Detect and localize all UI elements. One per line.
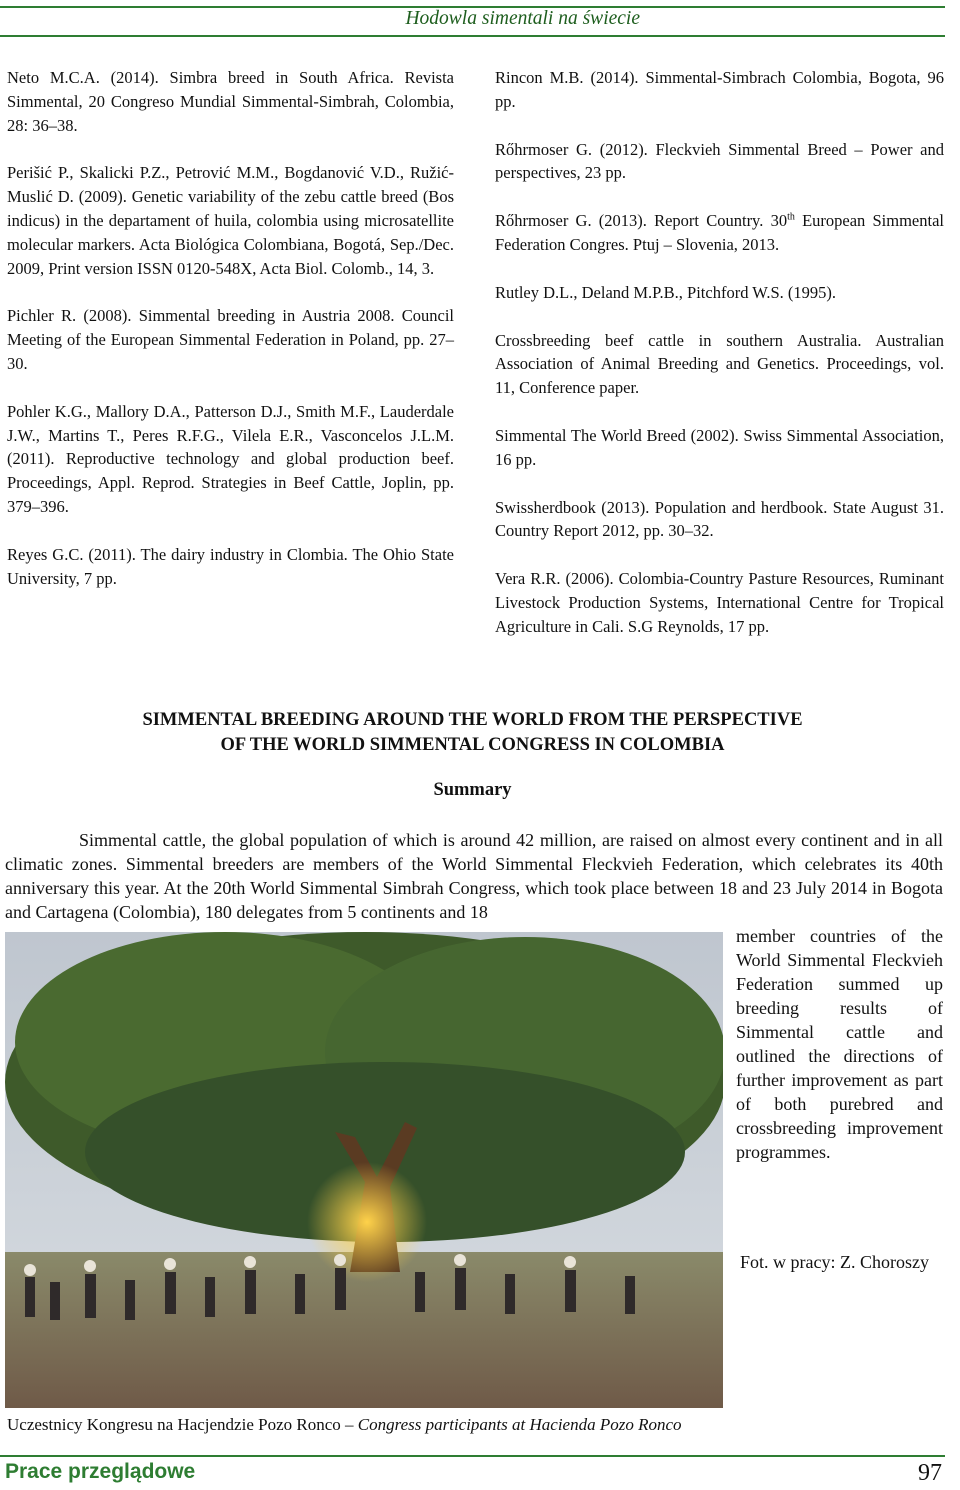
photo-caption [7, 1415, 682, 1435]
caption-polish: Uczestnicy Kongresu na Hacjendzie Pozo Ronco – [7, 1415, 358, 1434]
reference-item: Pichler R. (2008). Simmental breeding in Austria 2008. Council Meeting of the European Simmental Federation in Poland, pp. 27–30. [7, 306, 454, 373]
photo-credit: Fot. w pracy: Z. Choroszy [740, 1252, 929, 1272]
summary-paragraph: Simmental cattle, the global population of which is around 42 million, are raised on almost every continent and in all climatic zones. Simmental breeders are members of the World Simmental Fleckvieh Federation, which celebrates its 40th anniversary this year. At the 20th World Simmental Simbrah Congress, which took place between 18 and 23 July 2014 in Bogota and Cartagena (Colombia), 180 delegates from 5 continents and 18 [5, 830, 943, 922]
footer-rule [0, 1455, 945, 1457]
reference-item: Swissherdbook (2013). Population and herdbook. State August 31. Country Report 2012, pp. 30–32. [495, 497, 944, 541]
summary-title [0, 708, 945, 758]
superscript: th [787, 211, 795, 223]
reference-item: Neto M.C.A. (2014). Simbra breed in South Africa. Revista Simmental, 20 Congreso Mundial Simmental-Simbrah, Colombia, 28: 36–38. [7, 68, 454, 135]
reference-text: European Simmental Federation Congres. Ptuj – Slovenia, 2013. [495, 211, 944, 254]
congress-photo [5, 932, 723, 1408]
summary-title-line: OF THE WORLD SIMMENTAL CONGRESS IN COLOMBIA [220, 735, 725, 755]
reference-item: Vera R.R. (2006). Colombia-Country Pasture Resources, Ruminant Livestock Production Systems, International Centre for Tropical Agriculture in Cali. S.G Reynolds, 17 pp. [495, 569, 944, 636]
reference-item: Reyes G.C. (2011). The dairy industry in Clombia. The Ohio State University, 7 pp. [7, 544, 454, 588]
reference-item: Crossbreeding beef cattle in southern Australia. Australian Association of Animal Breeding and Genetics. Proceedings, vol. 11, Conference paper. [495, 330, 944, 398]
reference-text: Rőhrmoser G. (2013). Report Country. 30 [495, 211, 788, 231]
reference-item: Pohler K.G., Mallory D.A., Patterson D.J., Smith M.F., Lauderdale J.W., Martins T., Peres R.F.G., Vilela E.R., Vasconcelos J.L.M. (2011). Reproductive technology and global production beef. Proceedings, Appl. Reprod. Strategies in Beef Cattle, Joplin, pp. 379–396. [7, 401, 454, 516]
summary-title-line: SIMMENTAL BREEDING AROUND THE WORLD FROM THE PERSPECTIVE [142, 710, 803, 730]
references-right-column [495, 66, 944, 663]
page-number: 97 [918, 1460, 942, 1486]
reference-item: Simmental The World Breed (2002). Swiss Simmental Association, 16 pp. [495, 425, 944, 469]
summary-paragraph-continued: member countries of the World Simmental Fleckvieh Federation summed up breeding results of Simmental cattle and outlined the directions of further improvement as part of both purebred and crossbreeding improvement programmes. [736, 926, 943, 1162]
reference-item: Rutley D.L., Deland M.P.B., Pitchford W.S. (1995). [495, 282, 836, 302]
section-label: Prace przeglądowe [5, 1460, 196, 1483]
summary-heading: Summary [433, 780, 512, 800]
caption-english: Congress participants at Hacienda Pozo Ronco [357, 1415, 682, 1434]
references-left-column [7, 66, 454, 614]
reference-item [495, 209, 944, 257]
reference-item: Rőhrmoser G. (2012). Fleckvieh Simmental Breed – Power and perspectives, 23 pp. [495, 139, 944, 183]
reference-item: Perišić P., Skalicki P.Z., Petrović M.M., Bogdanović V.D., Ružić-Muslić D. (2009). Genetic variability of the zebu cattle breed (Bos indicus) in the departament of huila, colombia using microsatellite molecular markers. Acta Biológica Colombiana, Bogotá, Sep./Dec. 2009, Print version ISSN 0120-548X, Acta Biol. Colomb., 14, 3. [7, 163, 454, 278]
reference-item: Rincon M.B. (2014). Simmental-Simbrach Colombia, Bogota, 96 pp. [495, 68, 944, 111]
running-header: Hodowla simentali na świecie [405, 8, 640, 29]
header-rule-bottom [0, 35, 945, 37]
